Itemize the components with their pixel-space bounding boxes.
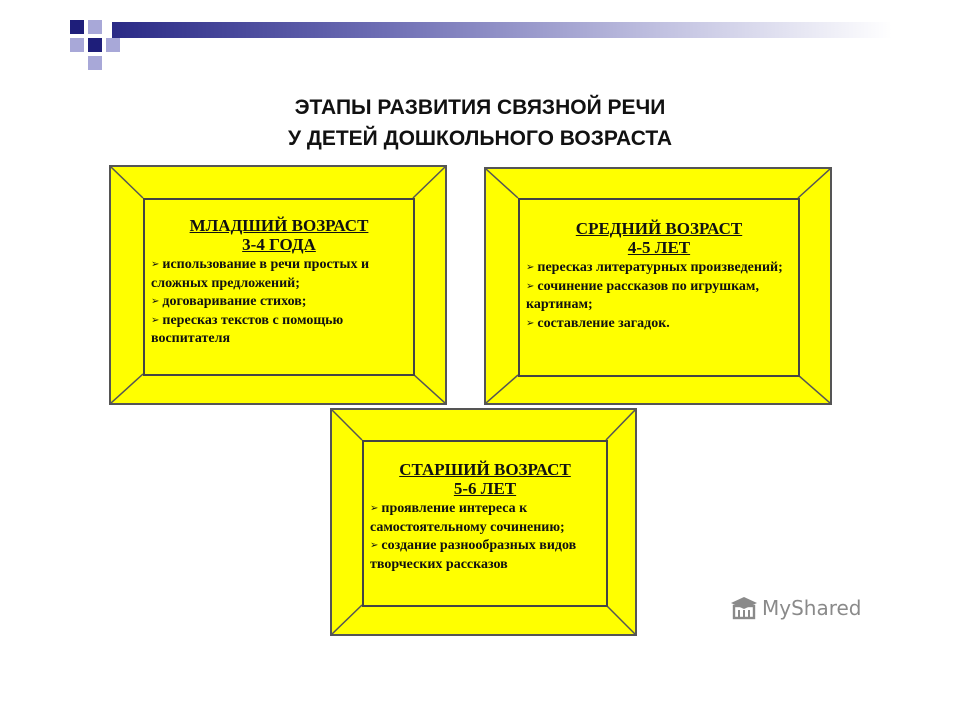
title-line-1: ЭТАПЫ РАЗВИТИЯ СВЯЗНОЙ РЕЧИ — [294, 96, 666, 119]
deco-square — [70, 20, 84, 34]
panel-content — [143, 198, 415, 376]
panel-list — [145, 256, 413, 349]
panel-middle-age — [484, 167, 832, 405]
panel-heading: СТАРШИЙ ВОЗРАСТ — [399, 460, 571, 479]
panel-younger-age — [109, 165, 447, 405]
arrow-bullet-icon: ➢ — [370, 540, 379, 551]
panel-list — [520, 259, 798, 333]
arrow-bullet-icon: ➢ — [151, 259, 160, 270]
arrow-bullet-icon: ➢ — [370, 503, 379, 514]
list-item: ➢ пересказ литературных произведений; — [526, 260, 783, 275]
arrow-bullet-icon: ➢ — [526, 280, 535, 292]
panel-content — [518, 198, 800, 377]
panel-content — [362, 440, 608, 607]
list-item: ➢ сочинение рассказов по игрушкам, картинам; — [526, 278, 759, 312]
arrow-bullet-icon: ➢ — [151, 296, 160, 307]
arrow-bullet-icon: ➢ — [526, 317, 535, 329]
arrow-bullet-icon: ➢ — [151, 314, 160, 326]
panel-age: 4-5 ЛЕТ — [627, 238, 691, 257]
list-item: ➢ пересказ текстов с помощью воспитателя — [151, 312, 344, 346]
header-gradient-bar — [112, 22, 892, 38]
title-line-2: У ДЕТЕЙ ДОШКОЛЬНОГО ВОЗРАСТА — [287, 127, 673, 150]
slide-title — [0, 92, 960, 154]
panel-older-age — [330, 408, 637, 636]
mortarboard-icon — [730, 594, 758, 622]
panel-age: 3-4 ГОДА — [242, 235, 316, 254]
deco-square — [88, 20, 102, 34]
deco-square — [106, 38, 120, 52]
watermark-text: MyShared — [762, 596, 862, 620]
arrow-bullet-icon: ➢ — [526, 262, 535, 273]
deco-square — [88, 38, 102, 52]
panel-list — [364, 500, 606, 574]
panel-heading: МЛАДШИЙ ВОЗРАСТ — [189, 216, 369, 235]
watermark — [730, 590, 862, 626]
list-item: ➢ проявление интереса к самостоятельному сочинению; — [370, 501, 565, 535]
panel-age: 5-6 ЛЕТ — [453, 479, 517, 498]
panel-heading: СРЕДНИЙ ВОЗРАСТ — [575, 219, 743, 238]
list-item: ➢ использование в речи простых и сложных предложений; — [151, 257, 370, 291]
list-item: ➢ составление загадок. — [526, 315, 670, 331]
deco-square — [70, 38, 84, 52]
list-item: ➢ создание разнообразных видов творческих рассказов — [370, 538, 577, 572]
list-item: ➢ договаривание стихов; — [151, 294, 307, 309]
deco-square — [88, 56, 102, 70]
